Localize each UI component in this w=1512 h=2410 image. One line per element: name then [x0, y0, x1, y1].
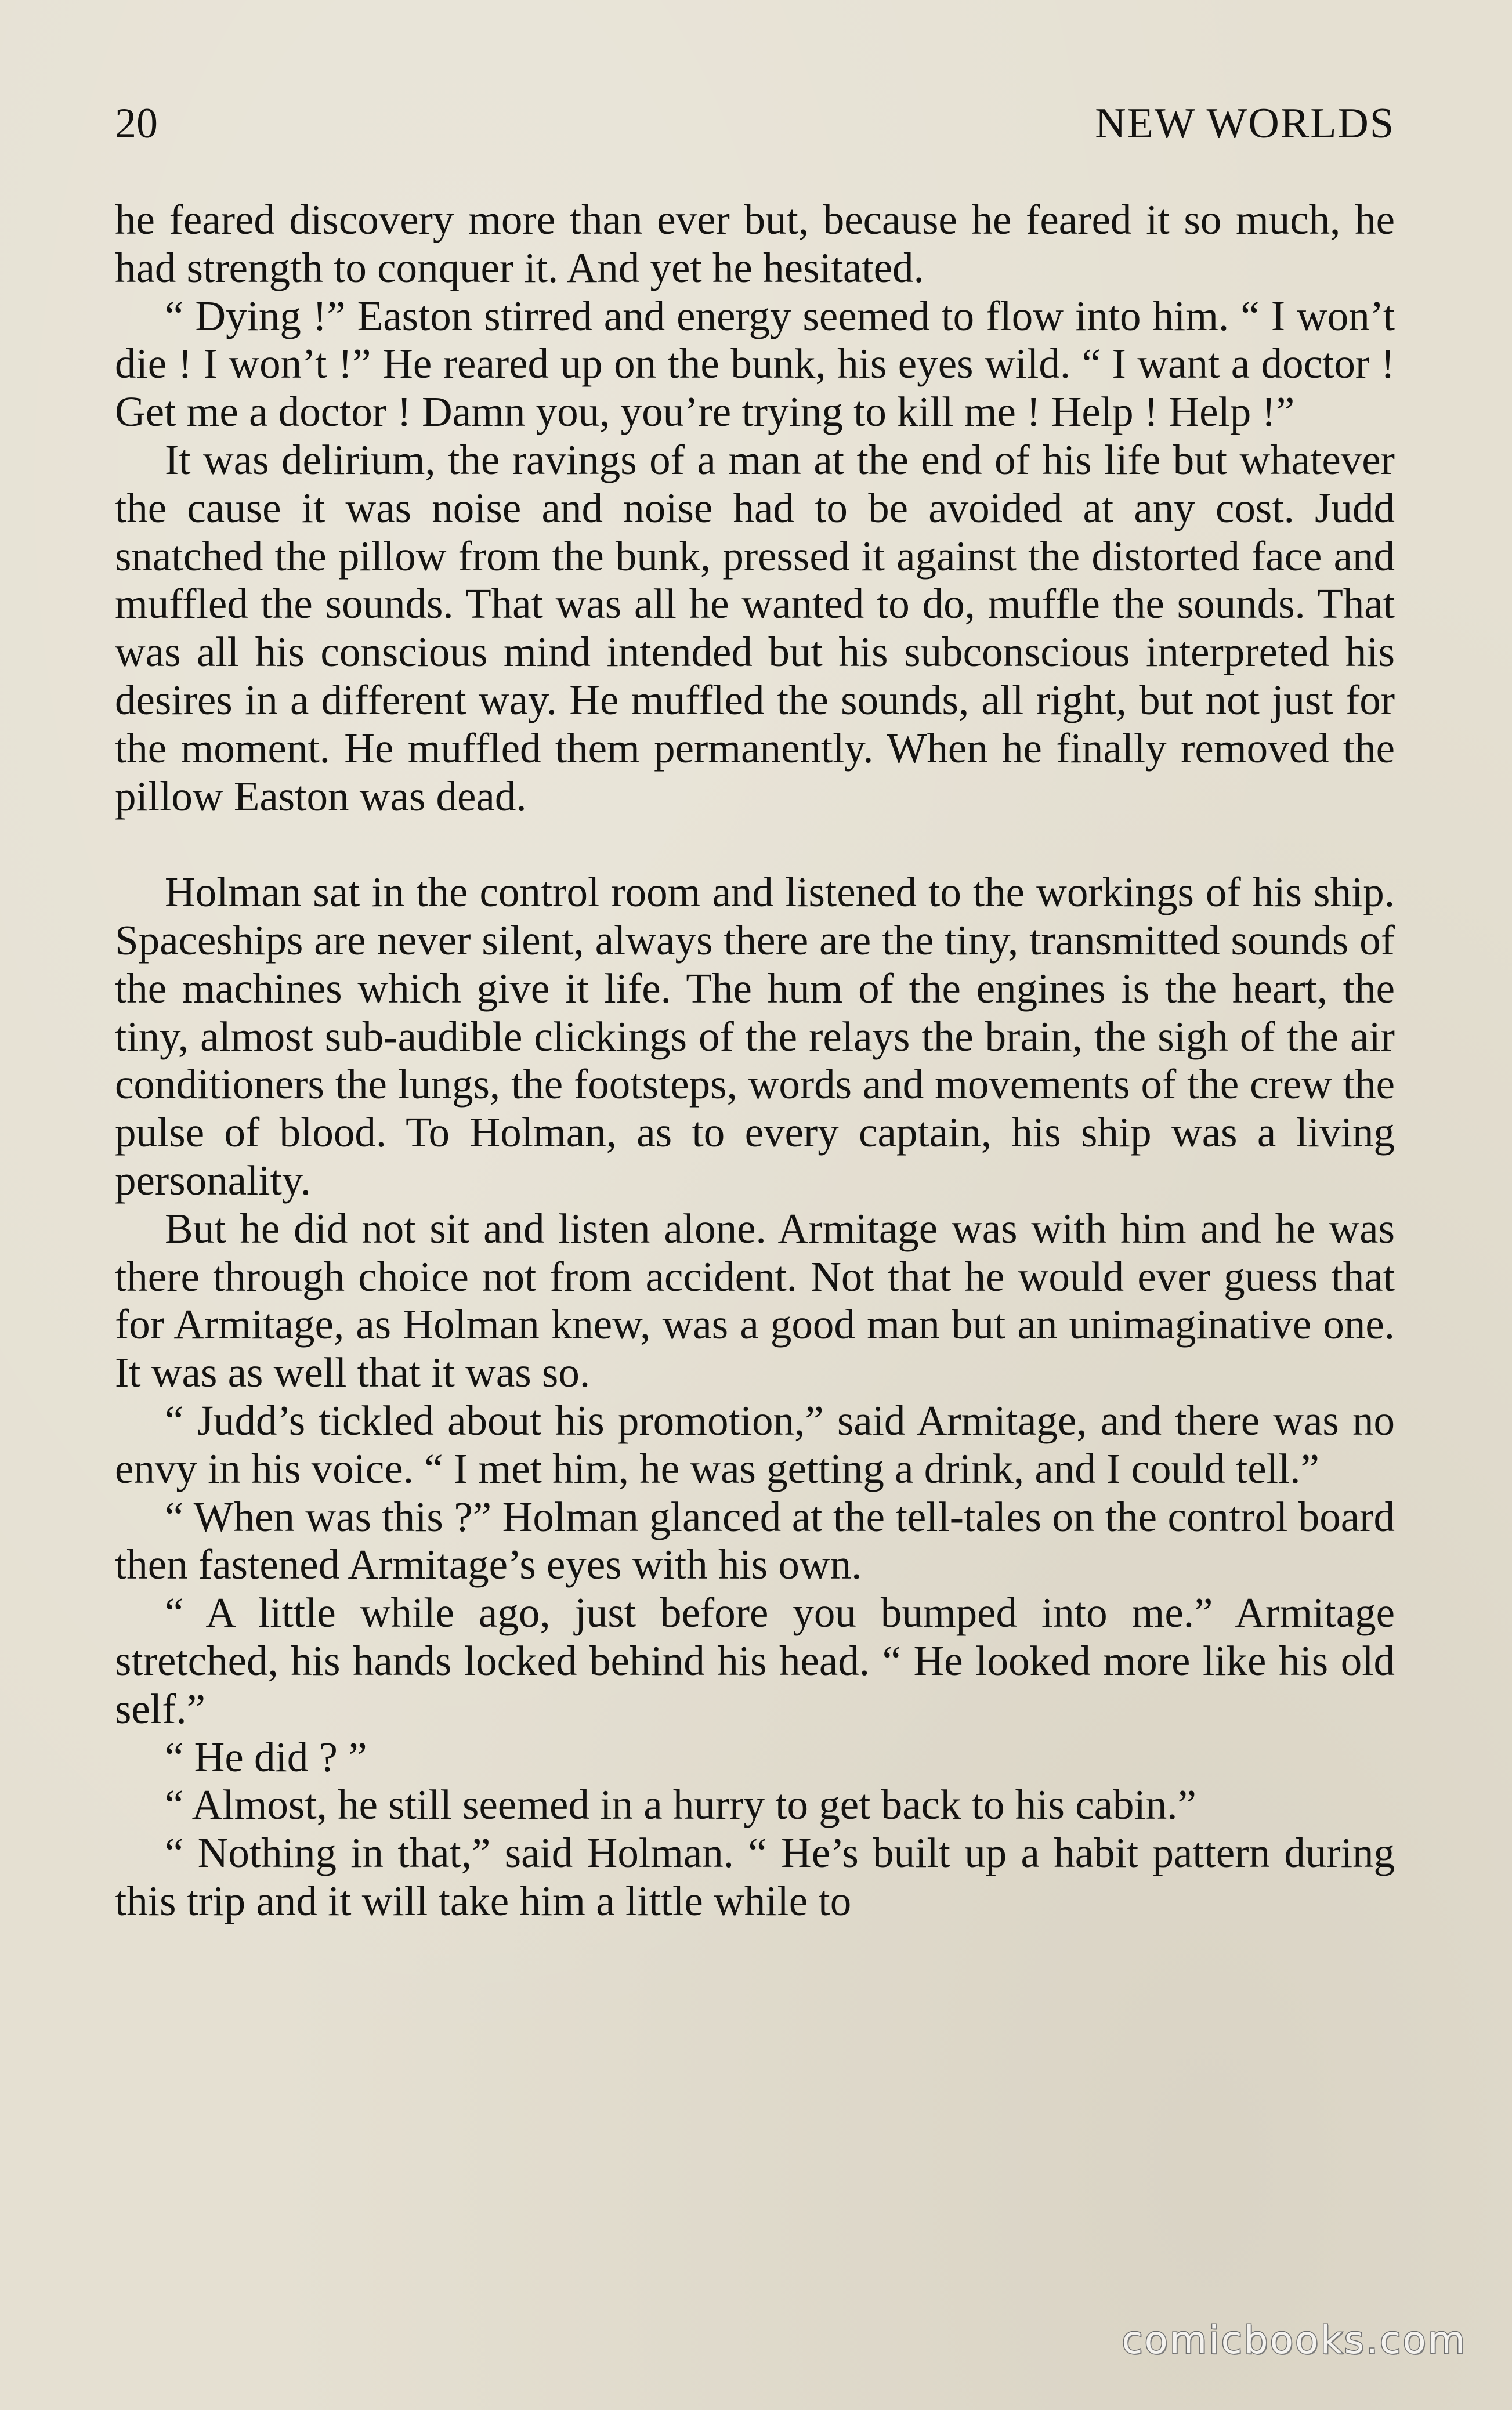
- paragraph: Holman sat in the control room and listened to the workings of his ship. Spaceships are never silent, always there are the tiny, transmitted sounds of the machines which give it life. The hum of the engines is the heart, the tiny, almost sub-audible clickings of the relays the brain, the sigh of the air conditioners the lungs, the footsteps, words and movements of the crew the pulse of blood. To Holman, as to every captain, his ship was a living personality.: [115, 869, 1395, 1204]
- section-break: [115, 820, 1395, 869]
- running-title: NEW WORLDS: [1095, 100, 1395, 147]
- paragraph: “ Judd’s tickled about his promotion,” said Armitage, and there was no envy in his voice. “ I met him, he was getting a drink, and I could tell.”: [115, 1396, 1395, 1492]
- paragraph: It was delirium, the ravings of a man at the end of his life but whatever the cause it was noise and noise had to be avoided at any cost. Judd snatched the pillow from the bunk, pressed it against the distorted face and muffled the sounds. That was all he wanted to do, muffle the sounds. That was all his conscious mind intended but his subconscious interpreted his desires in a different way. He muffled the sounds, all right, but not just for the moment. He muffled them permanently. When he finally removed the pillow Easton was dead.: [115, 436, 1395, 820]
- paragraph: “ Nothing in that,” said Holman. “ He’s built up a habit pattern during this trip and it will take him a little while to: [115, 1829, 1395, 1924]
- paragraph: “ He did ? ”: [165, 1733, 367, 1781]
- page-number: 20: [115, 100, 158, 147]
- paragraph: But he did not sit and listen alone. Armitage was with him and he was there through choice not from accident. Not that he would ever guess that for Armitage, as Holman knew, was a good man but an unimaginative one. It was as well that it was so.: [115, 1204, 1395, 1396]
- paragraph: “ A little while ago, just before you bumped into me.” Armitage stretched, his hands locked behind his head. “ He looked more like his old self.”: [115, 1589, 1395, 1732]
- running-head: [115, 97, 1395, 150]
- paragraph: “ Almost, he still seemed in a hurry to get back to his cabin.”: [165, 1781, 1196, 1829]
- watermark: comicbooks.com: [1122, 2318, 1467, 2362]
- story-text: [115, 196, 1395, 1926]
- paragraph: he feared discovery more than ever but, because he feared it so much, he had strength to conquer it. And yet he hesitated.: [115, 196, 1395, 291]
- paragraph: “ When was this ?” Holman glanced at the tell-tales on the control board then fastened Armitage’s eyes with his own.: [115, 1493, 1395, 1588]
- paragraph: “ Dying !” Easton stirred and energy seemed to flow into him. “ I won’t die ! I won’t !” He reared up on the bunk, his eyes wild. “ I want a doctor ! Get me a doctor ! Damn you, you’re trying to kill me ! Help ! Help !”: [115, 292, 1395, 436]
